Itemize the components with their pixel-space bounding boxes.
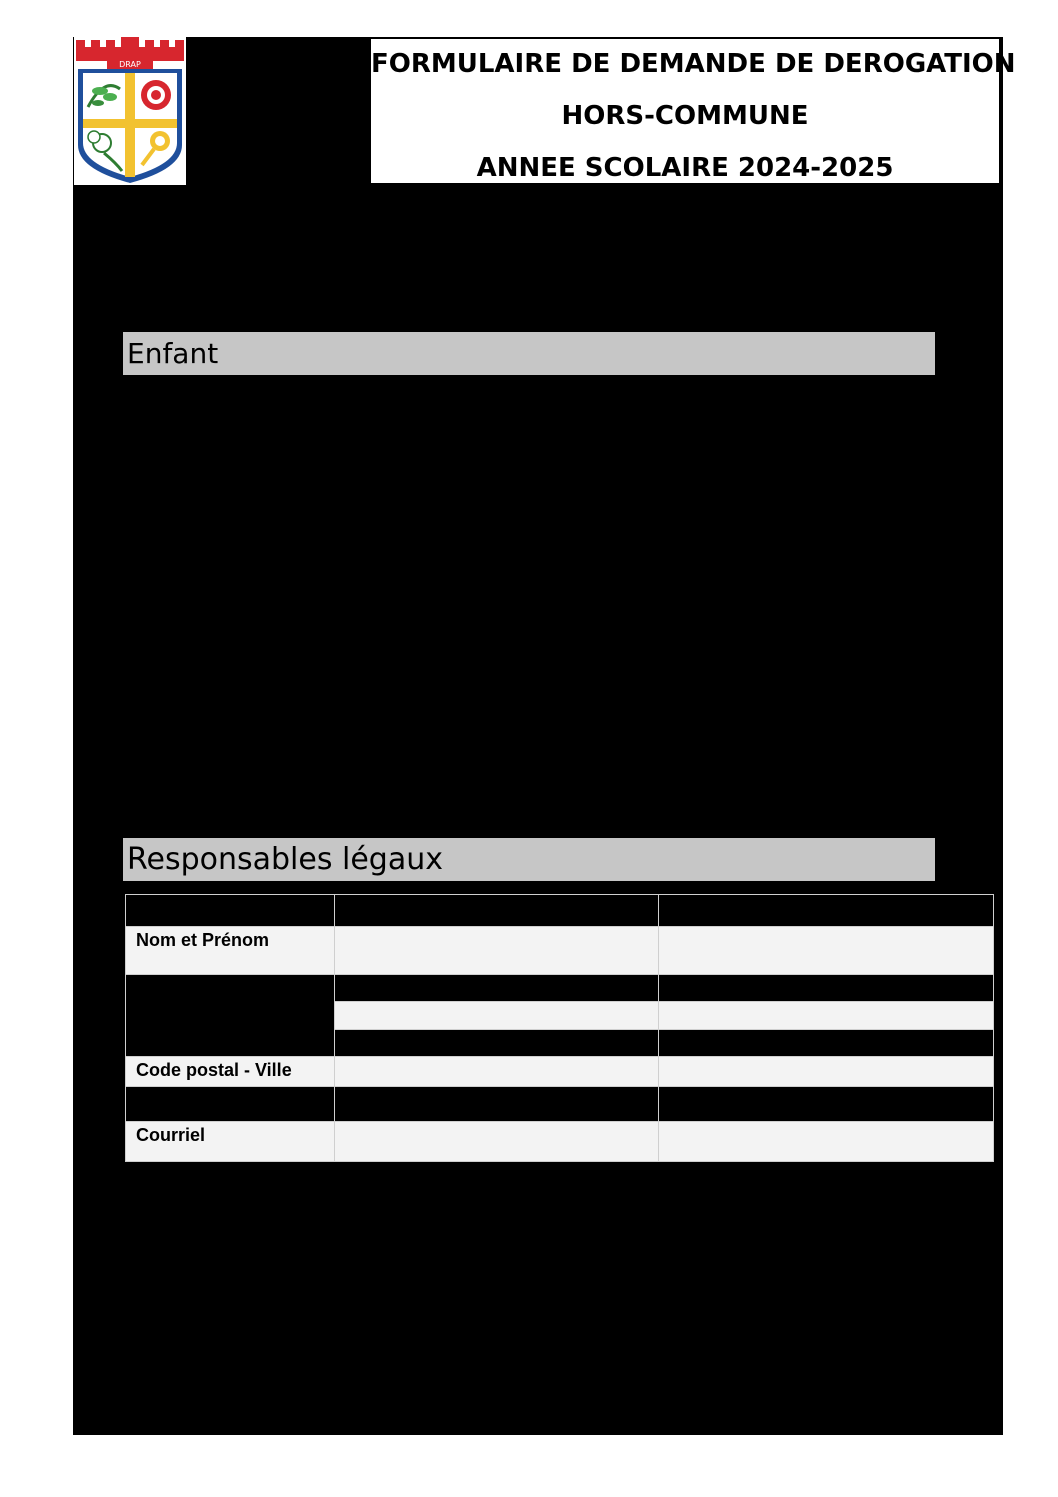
- table-cell: [335, 1087, 659, 1122]
- row-label-courriel: Courriel: [126, 1122, 335, 1162]
- coat-of-arms-logo: [74, 37, 186, 185]
- form-title-line-3: ANNEE SCOLAIRE 2024-2025: [476, 153, 894, 183]
- address-field-2[interactable]: [659, 1002, 994, 1030]
- courriel-field-2[interactable]: [659, 1122, 994, 1162]
- table-row: [126, 975, 994, 1002]
- logo-text: DRAP: [119, 60, 141, 69]
- table-row: [126, 1087, 994, 1122]
- table-cell: [335, 1030, 659, 1057]
- section-heading-responsables: Responsables légaux: [123, 838, 935, 881]
- table-row: [126, 895, 994, 927]
- responsables-table: [125, 894, 994, 1162]
- section-heading-enfant: Enfant: [123, 332, 935, 375]
- row-label-nom-prenom: Nom et Prénom: [126, 927, 335, 975]
- redacted-form-area: [73, 37, 1016, 1435]
- code-postal-field-1[interactable]: [335, 1057, 659, 1087]
- nom-prenom-field-2[interactable]: [659, 927, 994, 975]
- table-row: [126, 927, 994, 975]
- table-cell: [126, 1087, 335, 1122]
- code-postal-field-2[interactable]: [659, 1057, 994, 1087]
- form-title-line-2: HORS-COMMUNE: [561, 101, 809, 131]
- form-title-box: [370, 38, 1016, 184]
- table-cell: [126, 975, 335, 1057]
- table-row: [126, 1122, 994, 1162]
- courriel-field-1[interactable]: [335, 1122, 659, 1162]
- table-cell: [659, 1087, 994, 1122]
- table-cell: [659, 975, 994, 1002]
- rose-emblem: [141, 80, 171, 110]
- nom-prenom-field-1[interactable]: [335, 927, 659, 975]
- table-row: [126, 1057, 994, 1087]
- form-title-line-1: FORMULAIRE DE DEMANDE DE DEROGATION: [371, 49, 1016, 79]
- table-cell: [659, 895, 994, 927]
- table-cell: [126, 895, 335, 927]
- table-cell: [659, 1030, 994, 1057]
- table-cell: [335, 975, 659, 1002]
- table-cell: [335, 895, 659, 927]
- address-field-1[interactable]: [335, 1002, 659, 1030]
- row-label-code-postal: Code postal - Ville: [126, 1057, 335, 1087]
